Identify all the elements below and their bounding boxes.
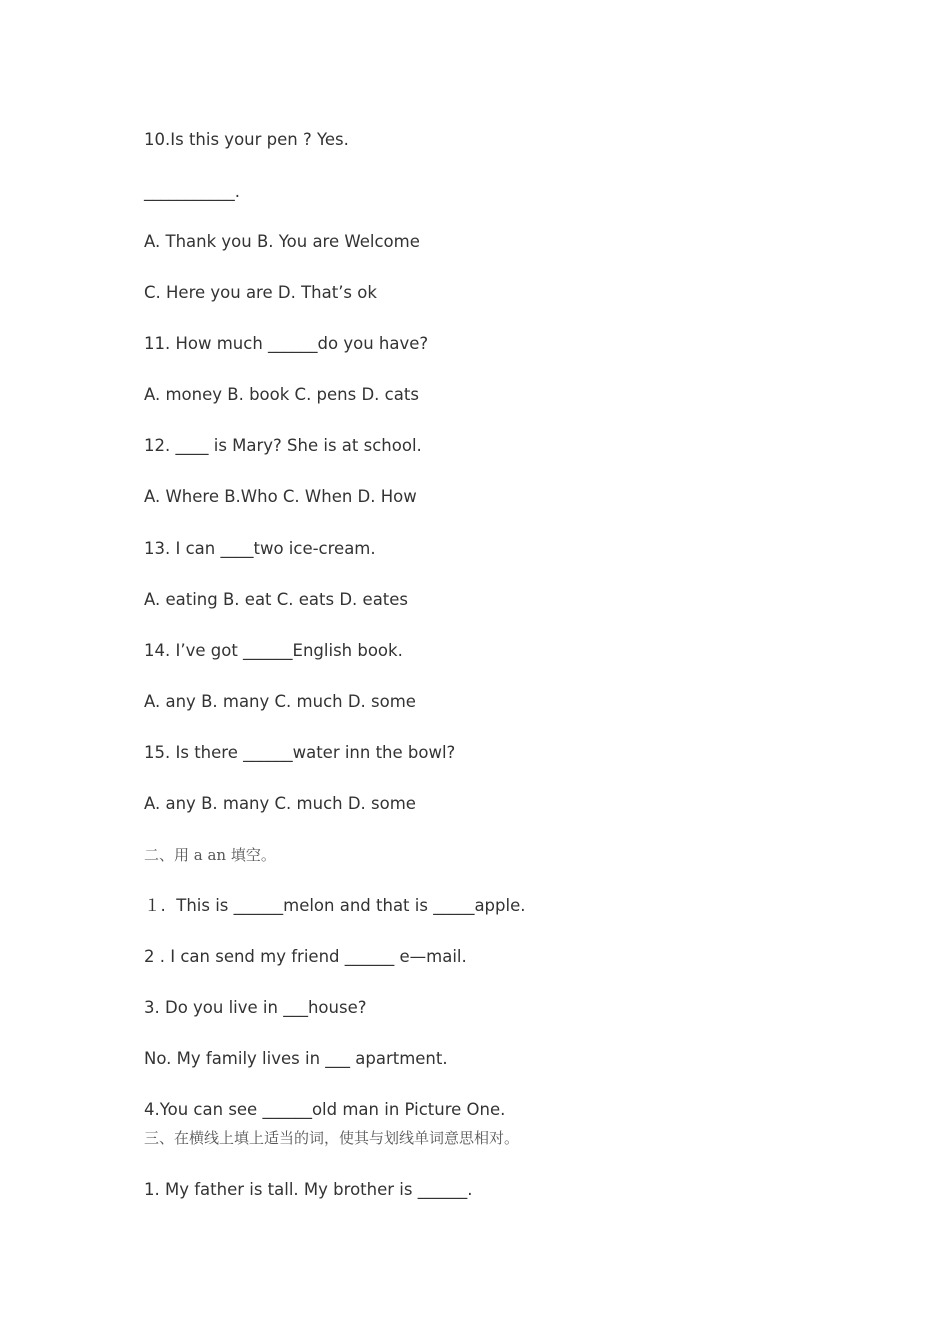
options-10-cd: C. Here you are D. That’s ok (144, 283, 377, 302)
options-14: A. any B. many C. much D. some (144, 692, 416, 711)
question-11: 11. How much ______do you have? (144, 334, 429, 353)
options-11: A. money B. book C. pens D. cats (144, 385, 419, 404)
fill-item-3-continued: No. My family lives in ___ apartment. (144, 1049, 448, 1068)
answer-blank-10: ___________. (144, 182, 240, 201)
fill-item-1: １. This is ______melon and that is _____apple. (144, 896, 526, 915)
question-14: 14. I’ve got ______English book. (144, 641, 403, 660)
question-13: 13. I can ____two ice-cream. (144, 539, 376, 558)
antonym-item-1: 1. My father is tall. My brother is ______. (144, 1180, 473, 1199)
question-12: 12. ____ is Mary? She is at school. (144, 436, 422, 455)
options-15: A. any B. many C. much D. some (144, 794, 416, 813)
options-12: A. Where B.Who C. When D. How (144, 487, 417, 506)
options-10-ab: A. Thank you B. You are Welcome (144, 232, 420, 251)
fill-item-4: 4.You can see ______old man in Picture One. (144, 1100, 506, 1119)
options-13: A. eating B. eat C. eats D. eates (144, 590, 409, 609)
fill-item-3: 3. Do you live in ___house? (144, 998, 367, 1017)
fill-item-2: 2 . I can send my friend ______ e—mail. (144, 947, 467, 966)
question-10: 10.Is this your pen ? Yes. (144, 130, 349, 149)
question-15: 15. Is there ______water inn the bowl? (144, 743, 456, 762)
section-3-heading: 三、在横线上填上适当的词，使其与划线单词意思相对。 (144, 1129, 520, 1147)
section-2-heading: 二、用 a an 填空。 (144, 846, 276, 864)
